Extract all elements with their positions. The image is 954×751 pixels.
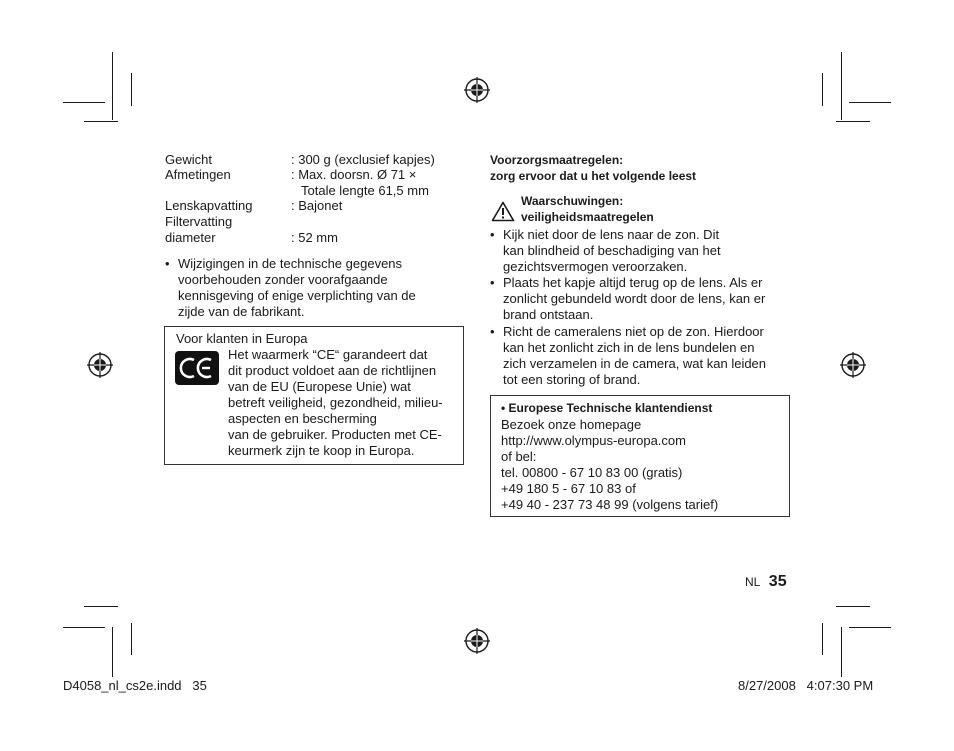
spec-value: : 52 mm [291, 230, 338, 245]
note-line: zijde van de fabrikant. [178, 304, 305, 319]
spec-label: Gewicht [165, 152, 212, 167]
crop-mark [63, 627, 105, 628]
precaution-text [503, 324, 783, 388]
crop-mark [836, 121, 870, 122]
heading-line: Voorzorgsmaatregelen: [490, 153, 624, 167]
service-box-title: • Europese Technische klantendienst [501, 401, 713, 415]
precaution-text [503, 227, 783, 275]
europe-box-line: Het waarmerk “CE“ garandeert dat [228, 347, 428, 362]
note-line: voorbehouden zonder voorafgaande [178, 272, 388, 287]
crop-mark [131, 623, 132, 655]
ce-mark-icon [175, 351, 219, 385]
europe-box-text [228, 347, 443, 459]
crop-mark [849, 627, 891, 628]
spec-label: diameter [165, 230, 216, 245]
europe-box-line: keurmerk zijn te koop in Europa. [228, 443, 415, 458]
crop-mark [836, 606, 870, 607]
bullet-dot: • [490, 324, 495, 339]
precautions-heading [490, 152, 696, 184]
page-lang: NL [745, 575, 761, 589]
spec-label: Afmetingen [165, 167, 231, 182]
note-line: kennisgeving of enige verplichting van de [178, 288, 416, 303]
precaution-line: kan blindheid of beschadiging van het [503, 243, 721, 258]
crop-mark [84, 121, 118, 122]
warning-line: veiligheidsmaatregelen [521, 210, 654, 224]
bullet-dot: • [165, 256, 170, 271]
service-line: +49 180 5 - 67 10 83 of [501, 481, 636, 496]
warning-line: Waarschuwingen: [521, 194, 624, 208]
registration-mark-icon [464, 628, 490, 654]
europe-ce-box [164, 326, 464, 465]
crop-mark [63, 102, 105, 103]
crop-mark [822, 623, 823, 655]
spec-value: : Bajonet [291, 198, 343, 213]
precaution-line: kan het zonlicht zich in de lens bundelen en [503, 340, 755, 355]
precaution-line: zonlicht gebundeld wordt door de lens, kan er [503, 291, 766, 306]
warning-heading [521, 193, 654, 225]
europe-box-line: dit product voldoet aan de richtlijnen [228, 363, 437, 378]
spec-value: : Max. doorsn. Ø 71 × [291, 167, 417, 182]
note-text [178, 256, 458, 320]
europe-box-title: Voor klanten in Europa [176, 331, 308, 346]
crop-mark [112, 52, 113, 120]
europe-box-line: van de gebruiker. Producten met CE- [228, 427, 442, 442]
crop-mark [131, 73, 132, 106]
service-box-text [501, 417, 718, 513]
service-line: tel. 00800 - 67 10 83 00 (gratis) [501, 465, 683, 480]
bullet-dot: • [490, 227, 495, 242]
heading-line: zorg ervoor dat u het volgende leest [490, 169, 697, 183]
registration-mark-icon [840, 352, 866, 378]
footer-date: 8/27/2008 4:07:30 PM [738, 678, 874, 693]
service-line: of bel: [501, 449, 537, 464]
footer-file: D4058_nl_cs2e.indd 35 [63, 678, 207, 693]
spec-label: Filtervatting [165, 214, 233, 229]
page-number [745, 573, 787, 591]
precaution-line: Plaats het kapje altijd terug op de lens. Als er [503, 275, 763, 290]
precaution-line: tot een storing of brand. [503, 372, 641, 387]
spec-value: Totale lengte 61,5 mm [301, 183, 429, 198]
registration-mark-icon [464, 77, 490, 103]
service-box [490, 395, 790, 517]
precaution-line: brand ontstaan. [503, 307, 594, 322]
service-line: +49 40 - 237 73 48 99 (volgens tarief) [501, 497, 719, 512]
crop-mark [822, 73, 823, 106]
crop-mark [84, 606, 118, 607]
crop-mark [849, 102, 891, 103]
crop-mark [841, 52, 842, 120]
page-number-value: 35 [768, 573, 787, 590]
precaution-line: gezichtsvermogen veroorzaken. [503, 259, 688, 274]
precaution-line: zich verzamelen in de camera, wat kan leiden [503, 356, 767, 371]
service-link[interactable]: http://www.olympus-europa.com [501, 433, 686, 448]
spec-value: : 300 g (exclusief kapjes) [291, 152, 435, 167]
crop-mark [841, 627, 842, 677]
service-line: Bezoek onze homepage [501, 417, 642, 432]
precaution-text [503, 275, 783, 323]
precaution-line: Richt de cameralens niet op de zon. Hierdoor [503, 324, 764, 339]
europe-box-line: betreft veiligheid, gezondheid, milieu- [228, 395, 443, 410]
note-line: Wijzigingen in de technische gegevens [178, 256, 403, 271]
bullet-dot: • [490, 275, 495, 290]
precaution-line: Kijk niet door de lens naar de zon. Dit [503, 227, 720, 242]
europe-box-line: aspecten en bescherming [228, 411, 377, 426]
spec-label: Lenskapvatting [165, 198, 253, 213]
warning-triangle-icon [491, 201, 515, 222]
crop-mark [112, 627, 113, 677]
europe-box-line: van de EU (Europese Unie) wat [228, 379, 411, 394]
registration-mark-icon [87, 352, 113, 378]
